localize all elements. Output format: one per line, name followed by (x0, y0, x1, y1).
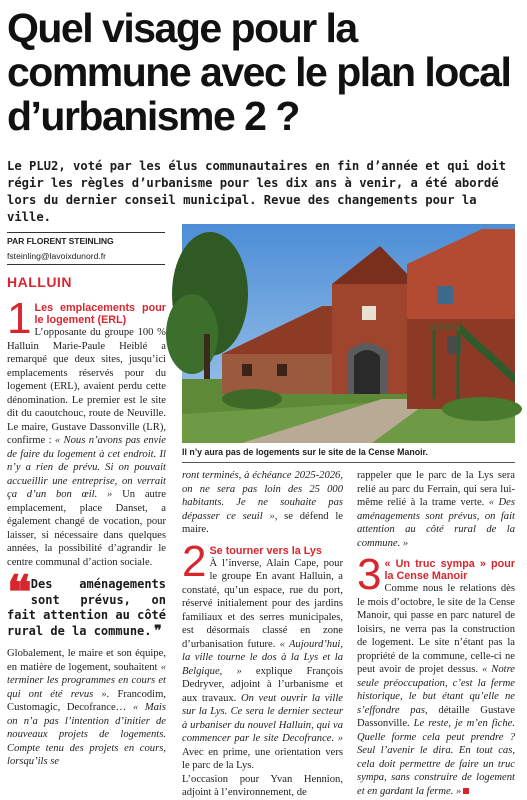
pull-quote (7, 566, 166, 639)
column-3-top-paragraph: rappeler que le parc de la Lys sera relié au parc du Ferrain, qui sera lui-même relié à la trame verte. « Des aménagements sont prévus, on fait attention au côté rural de la commune. » (357, 470, 515, 549)
byline-rule-bottom (7, 264, 165, 265)
cense-manoir-photo-icon (182, 224, 515, 443)
pull-quote-text: Des aménagements sont prévus, on fait attention au côté rural de la commune. (7, 577, 166, 638)
article-headline: Quel visage pour la commune avec le plan local d’urbanisme 2 ? (7, 5, 511, 139)
column-1-bottom-paragraph: Globalement, le maire et son équipe, en matière de logement, souhaitent « terminer les programmes en cours et qui ont été revus ». Francodim, Customagic, Decofrance… « Mais on n’a pas l’intention d’initier de nouveaux projets de logements. Compte tenu des projets en cours, lorsqu’ils se (7, 648, 167, 767)
section-number-1: 1 (7, 294, 32, 343)
byline-rule (7, 232, 165, 233)
section-2-paragraph: À l’inverse, Alain Cape, pour le groupe En avant Halluin, a constaté, qu’un espace, rue du port, réservé initialement pour des jardins familiaux et des serres municipales, est désormais classé en zone d’urbanisation future. « Aujourd’hui, la ville tourne le dos à la Lys et la Belgique, » explique François Dedryver, adjoint à l’urbanisme et aux travaux. On veut ouvrir la ville sur la Lys. Ce sera le dernier secteur à urbaniser du nouvel Halluin, qui va commencer par le site Decofrance. » Avec en prime, une orientation vers le parc de la Lys. (182, 557, 343, 771)
section-2 (182, 536, 343, 800)
section-title-2: Se tourner vers la Lys (209, 544, 322, 557)
quote-open-icon: ❝ (7, 566, 28, 618)
caption-rule (182, 462, 515, 463)
section-2-paragraph-2: L’occasion pour Yvan Hennion, adjoint à l’environnement, de (182, 773, 343, 798)
photo-caption: Il n’y aura pas de logements sur le site de la Cense Manoir. (182, 447, 428, 457)
section-1-paragraph: L’opposante du groupe 100 % Halluin Marie-Paule Heiblé a remarqué que deux sites, jusqu’ici emplacements réservés pour du logement (ERL), avaient perdu cette dénomination. Le premier est le site dit du caoutchouc, route de Neuville. Le maire, Gustave Dassonville (LR), confirme : « Nous n’avons pas envie de faire du logement à cet endroit. Il n’y a rien de prévu. Si on pouvait accueillir une entreprise, on verrait ça d’un bon œil. » Un autre emplacement, place Danset, a également changé de vocation, pour laisser, si nécessaire dans quelques années, la possibilité d’agrandir le centre communal d’action sociale. (7, 327, 166, 568)
section-title-3: « Un truc sympa » pour la Cense Manoir (384, 558, 515, 582)
column-1 (7, 294, 167, 769)
section-3-paragraph: Comme nous le relations dès le mois d’octobre, le site de la Cense Manoir, qui passe en parc naturel de loisirs, ne verra pas la construction de logement. Le site n’étant pas la propriété de la commune, celle-ci ne peut avoir de projet dessus. « Notre seule préoccupation, c’est la ferme historique, le but étant qu’elle ne s’effondre pas, détaille Gustave Dassonville. Le reste, je m’en fiche. Quelle forme cela peut prendre ? Seul l’avenir le dira. En tout cas, cela doit permettre de faire un truc sympa, sans construire de logement et en gardant la ferme. » (357, 583, 516, 797)
article-lead: Le PLU2, voté par les élus communautaires en fin d’année et qui doit régir les règles d’urbanisme pour les dix ans à venir, a été abordé lors du dernier conseil municipal. Revue des changements pour la ville. (7, 159, 506, 224)
city-label: HALLUIN (7, 274, 72, 290)
column-2-top-paragraph: ront terminés, à échéance 2025-2026, on ne sera pas loin des 25 000 habitants. Je ne souhaite pas dépasser ce seuil », se défend le maire. (182, 470, 343, 535)
byline-email[interactable]: fsteinling@lavoixdunord.fr (7, 251, 107, 261)
column-2 (182, 469, 343, 800)
article-photo (182, 224, 515, 443)
byline (7, 232, 165, 265)
quote-close-icon: ❞ (154, 621, 162, 638)
section-number-3: 3 (357, 550, 382, 599)
byline-author: PAR FLORENT STEINLING (7, 236, 114, 246)
end-mark-icon (463, 788, 469, 794)
column-3 (357, 469, 515, 798)
section-3 (357, 550, 516, 798)
section-title-1: Les emplacements pour le logement (ERL) (34, 302, 166, 326)
section-number-2: 2 (182, 536, 207, 586)
